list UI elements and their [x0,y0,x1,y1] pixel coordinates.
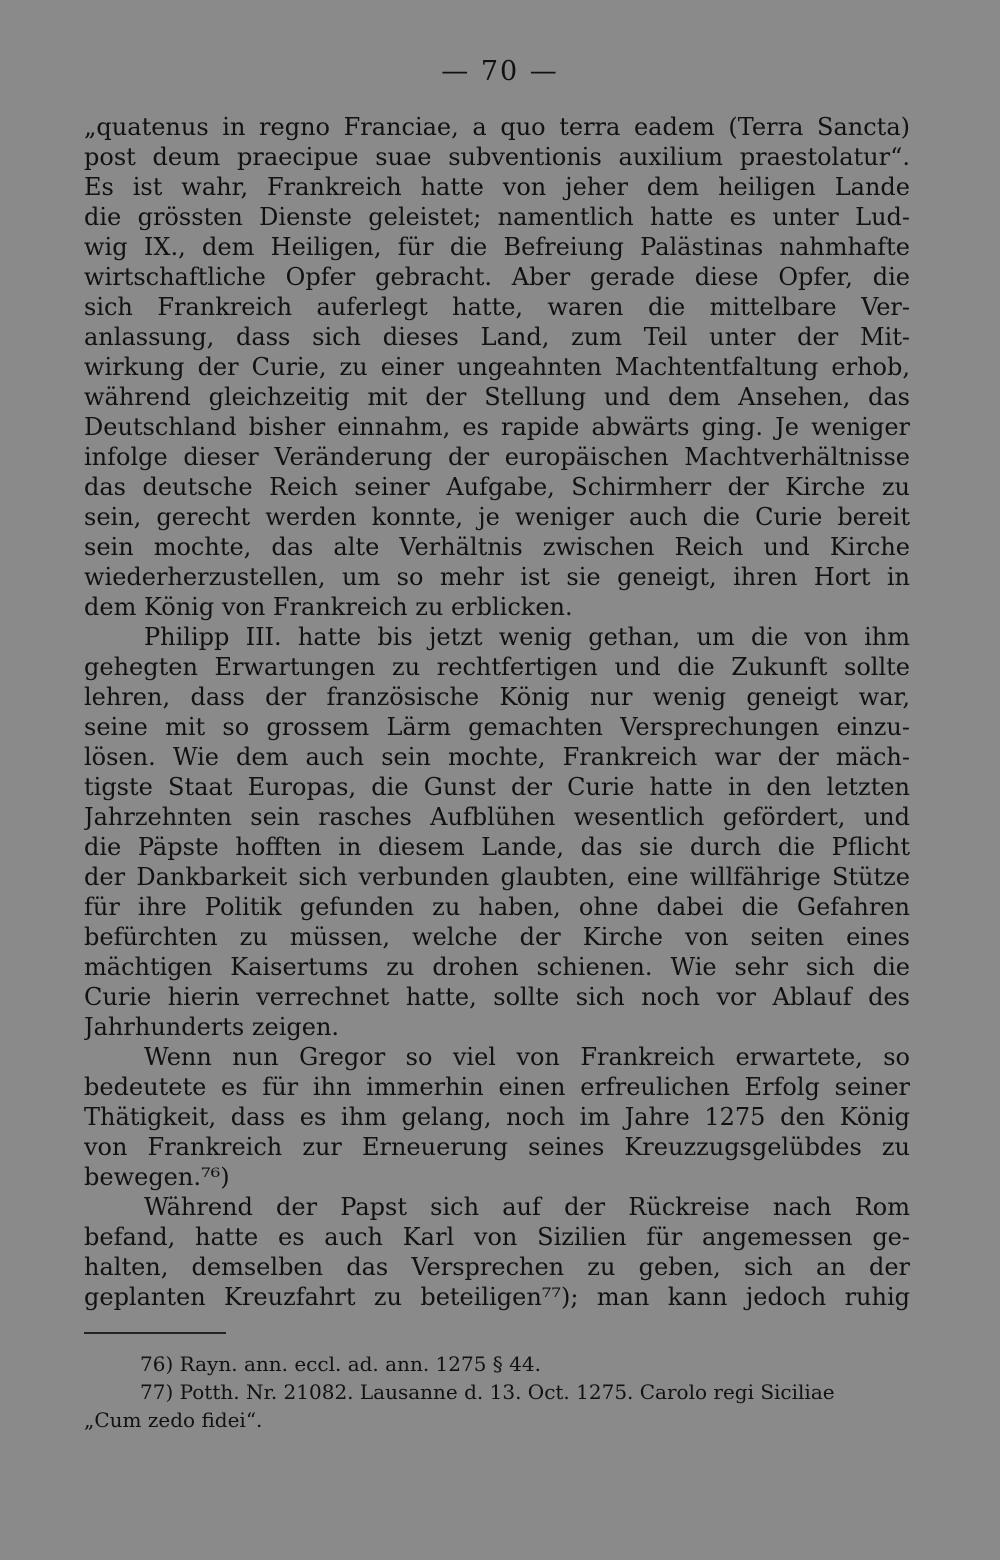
footnote-line: 77) Potth. Nr. 21082. Lausanne d. 13. Oct. 1275. Carolo regi Siciliae [140,1380,835,1404]
footnotes [84,1350,910,1434]
footnote-line: „Cum zedo fidei“. [84,1408,263,1432]
text-line: anlassung, dass sich dieses Land, zum Teil unter der Mit- [84,323,910,351]
text-line: Thätigkeit, dass es ihm gelang, noch im Jahre 1275 den König [84,1103,910,1131]
text-line: Deutschland bisher einnahm, es rapide abwärts ging. Je weniger [84,413,910,441]
text-line: wiederherzustellen, um so mehr ist sie geneigt, ihren Hort in [84,563,910,591]
text-line: dem König von Frankreich zu erblicken. [84,593,573,621]
text-line: das deutsche Reich seiner Aufgabe, Schirmherr der Kirche zu [84,473,910,501]
text-line: sein mochte, das alte Verhältnis zwischen Reich und Kirche [84,533,910,561]
text-line: post deum praecipue suae subventionis auxilium praestolatur“. [84,143,910,171]
text-line: die Päpste hofften in diesem Lande, das sie durch die Pflicht [84,833,910,861]
text-line: befand, hatte es auch Karl von Sizilien für angemessen ge- [84,1223,910,1251]
text-line: sich Frankreich auferlegt hatte, waren die mittelbare Ver- [84,293,910,321]
text-line: wirtschaftliche Opfer gebracht. Aber gerade diese Opfer, die [84,263,910,291]
text-line: gehegten Erwartungen zu rechtfertigen und die Zukunft sollte [84,653,910,681]
text-line: der Dankbarkeit sich verbunden glaubten, eine willfährige Stütze [84,863,910,891]
text-line: die grössten Dienste geleistet; namentlich hatte es unter Lud- [84,203,910,231]
text-line: Philipp III. hatte bis jetzt wenig gethan, um die von ihm [144,623,910,651]
text-line: Während der Papst sich auf der Rückreise nach Rom [144,1193,910,1221]
text-line: „quatenus in regno Franciae, a quo terra eadem (Terra Sancta) [84,113,910,141]
text-line: sein, gerecht werden konnte, je weniger auch die Curie bereit [84,503,910,531]
text-line: von Frankreich zur Erneuerung seines Kreuzzugsgelübdes zu [84,1133,910,1161]
text-line: wirkung der Curie, zu einer ungeahnten Machtentfaltung erhob, [84,353,910,381]
text-line: lehren, dass der französische König nur wenig geneigt war, [84,683,910,711]
text-line: halten, demselben das Versprechen zu geben, sich an der [84,1253,910,1281]
text-line: Wenn nun Gregor so viel von Frankreich erwartete, so [144,1043,910,1071]
text-line: lösen. Wie dem auch sein mochte, Frankreich war der mäch- [84,743,910,771]
text-line: wig IX., dem Heiligen, für die Befreiung Palästinas nahmhafte [84,233,910,261]
text-line: Jahrzehnten sein rasches Aufblühen wesentlich gefördert, und [84,803,910,831]
text-line: befürchten zu müssen, welche der Kirche von seiten eines [84,923,910,951]
text-line: während gleichzeitig mit der Stellung und dem Ansehen, das [84,383,910,411]
text-line: mächtigen Kaisertums zu drohen schienen. Wie sehr sich die [84,953,910,981]
text-line: seine mit so grossem Lärm gemachten Versprechungen einzu- [84,713,910,741]
text-line: geplanten Kreuzfahrt zu beteiligen⁷⁷); man kann jedoch ruhig [84,1283,910,1311]
text-line: bedeutete es für ihn immerhin einen erfreulichen Erfolg seiner [84,1073,910,1101]
page-number: — 70 — [441,56,559,87]
body-text [84,112,910,1312]
text-line: bewegen.⁷⁶) [84,1163,230,1191]
text-line: Jahrhunderts zeigen. [84,1013,340,1041]
text-line: Es ist wahr, Frankreich hatte von jeher dem heiligen Lande [84,173,910,201]
text-line: für ihre Politik gefunden zu haben, ohne dabei die Gefahren [84,893,910,921]
footnote-divider [84,1332,226,1334]
text-line: Curie hierin verrechnet hatte, sollte sich noch vor Ablauf des [84,983,910,1011]
footnote-line: 76) Rayn. ann. eccl. ad. ann. 1275 § 44. [140,1352,541,1376]
text-line: tigste Staat Europas, die Gunst der Curie hatte in den letzten [84,773,910,801]
text-line: infolge dieser Veränderung der europäischen Machtverhältnisse [84,443,910,471]
